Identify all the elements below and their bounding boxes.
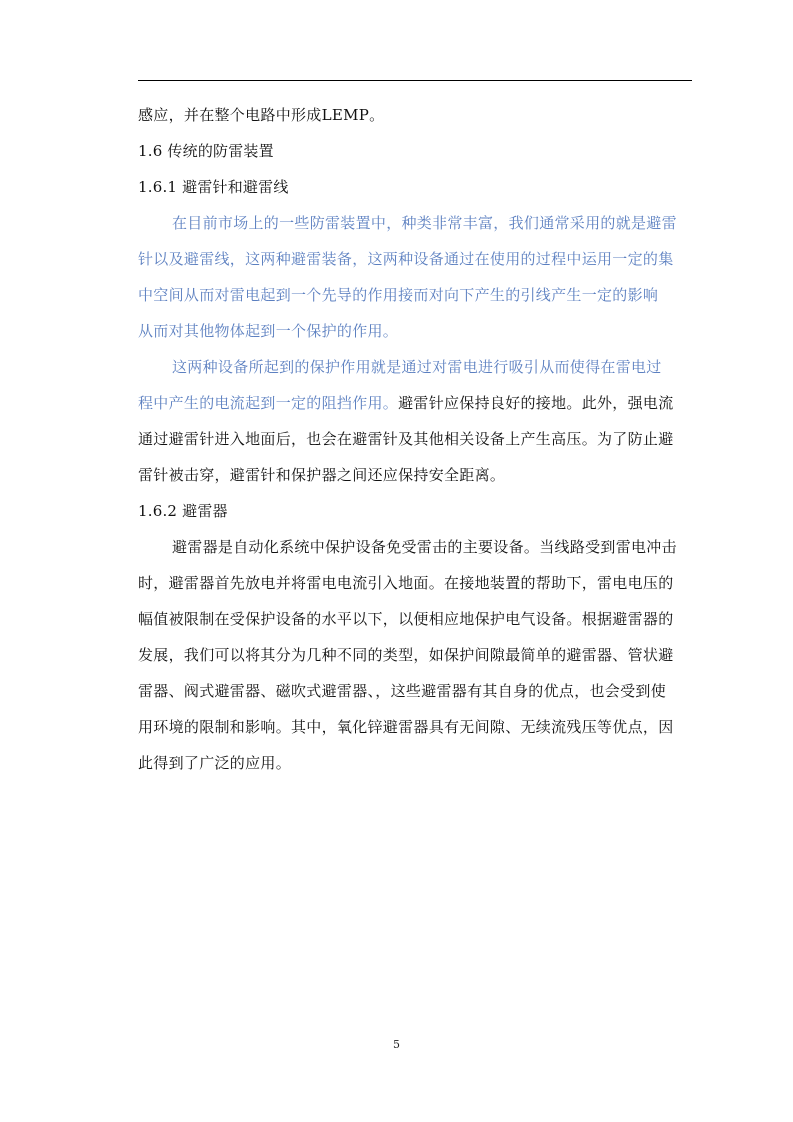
paragraph-line: 幅值被限制在受保护设备的水平以下，以便相应地保护电气设备。根据避雷器的 — [138, 610, 674, 628]
intro-line: 感应，并在整个电路中形成LEMP。 — [138, 106, 385, 124]
section-heading-1-6-2: 1.6.2 避雷器 — [138, 502, 228, 520]
paragraph-line: 此得到了广泛的应用。 — [138, 754, 292, 772]
paragraph-line: 用环境的限制和影响。其中，氧化锌避雷器具有无间隙、无续流残压等优点，因 — [138, 718, 674, 736]
paragraph-protection-effect — [138, 349, 694, 493]
paragraph-line: 通过避雷针进入地面后，也会在避雷针及其他相关设备上产生高压。为了防止避 — [138, 430, 674, 448]
paragraph-arresters — [138, 529, 694, 781]
paragraph-line: 中空间从而对雷电起到一个先导的作用接而对向下产生的引线产生一定的影响 — [138, 286, 659, 304]
section-heading-1-6-1: 1.6.1 避雷针和避雷线 — [138, 178, 289, 196]
paragraph-line — [138, 385, 694, 421]
paragraph-line: 时，避雷器首先放电并将雷电电流引入地面。在接地装置的帮助下，雷电电压的 — [138, 574, 674, 592]
page-number: 5 — [393, 1038, 400, 1051]
paragraph-line: 避雷器是自动化系统中保护设备免受雷击的主要设备。当线路受到雷电冲击 — [172, 538, 677, 556]
paragraph-line: 雷针被击穿，避雷针和保护器之间还应保持安全距离。 — [138, 466, 506, 484]
paragraph-line: 从而对其他物体起到一个保护的作用。 — [138, 322, 399, 340]
header-rule — [138, 80, 692, 81]
section-heading-1-6: 1.6 传统的防雷装置 — [138, 142, 274, 160]
plain-text: 避雷针应保持良好的接地。此外，强电流 — [398, 394, 674, 412]
paragraph-line: 这两种设备所起到的保护作用就是通过对雷电进行吸引从而使得在雷电过 — [172, 358, 662, 376]
paragraph-lightning-rods — [138, 205, 694, 349]
paragraph-line: 雷器、阀式避雷器、磁吹式避雷器、，这些避雷器有其自身的优点，也会受到使 — [138, 682, 667, 700]
paragraph-line: 针以及避雷线，这两种避雷装备，这两种设备通过在使用的过程中运用一定的集 — [138, 250, 674, 268]
highlighted-text: 程中产生的电流起到一定的阻挡作用。 — [138, 394, 399, 412]
paragraph-line: 发展，我们可以将其分为几种不同的类型，如保护间隙最简单的避雷器、管状避 — [138, 646, 674, 664]
document-body — [138, 97, 694, 781]
paragraph-line: 在目前市场上的一些防雷装置中，种类非常丰富，我们通常采用的就是避雷 — [172, 214, 677, 232]
